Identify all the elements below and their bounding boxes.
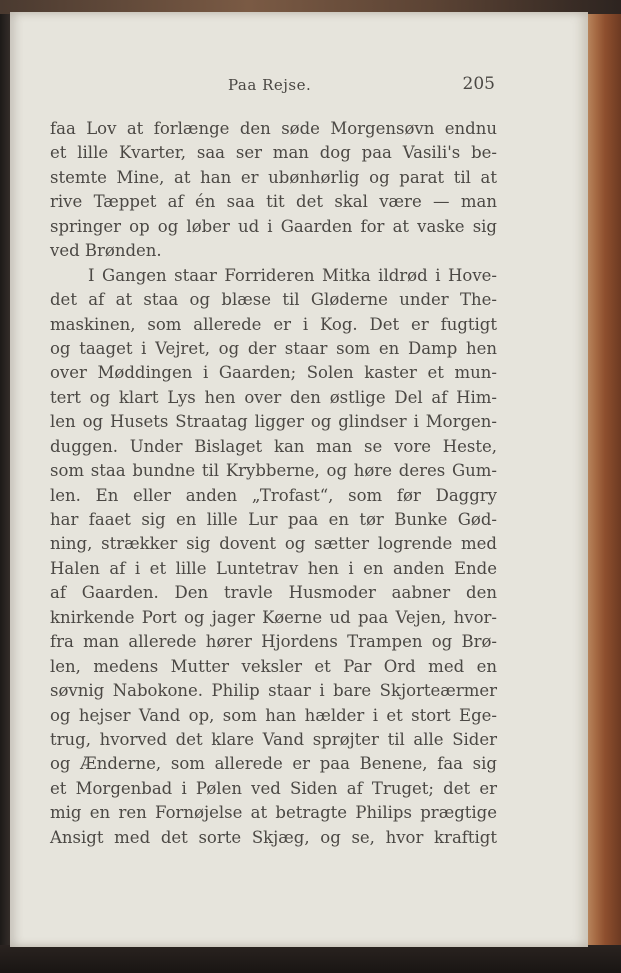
page-number: 205 [462,74,495,94]
text-line: har faaet sig en lille Lur paa en tør Bunke Gød- [50,510,497,529]
book-page [10,12,588,947]
page-header [50,72,495,102]
text-line: duggen. Under Bislaget kan man se vore Heste, [50,436,497,456]
text-line: springer op og løber ud i Gaarden for at vaske sig [50,216,497,236]
text-line: Halen af i et lille Luntetrav hen i en anden Ende [50,558,497,578]
body-text [50,117,497,850]
text-line: I Gangen staar Forrideren Mitka ildrød i Hove- [88,265,497,285]
text-line: mig en ren Fornøjelse at betragte Philips prægtige [50,803,497,823]
text-line: som staa bundne til Krybberne, og høre deres Gum- [50,461,497,481]
running-title: Paa Rejse. [228,76,312,94]
text-line: et lille Kvarter, saa ser man dog paa Vasili's be- [50,143,497,163]
text-line: stemte Mine, at han er ubønhørlig og parat til at [50,167,497,187]
text-line: og Ænderne, som allerede er paa Benene, faa sig [50,754,497,774]
text-line: rive Tæppet af én saa tit det skal være — man [50,192,497,212]
text-line: et Morgenbad i Pølen ved Siden af Truget; det er [50,778,497,798]
text-line: len. En eller anden „Trofast“, som før Daggry [50,485,497,505]
text-line: og hejser Vand op, som han hælder i et stort Ege- [50,705,497,725]
text-line: ved Brønden. [50,241,162,261]
text-line: knirkende Port og jager Køerne ud paa Vejen, hvor- [50,607,497,627]
text-line: len og Husets Straatag ligger og glindser i Morgen- [50,412,497,432]
text-line: og taaget i Vejret, og der staar som en Damp hen [50,338,497,358]
text-line: ning, strækker sig dovent og sætter logrende med [50,534,497,554]
text-line: faa Lov at forlænge den søde Morgensøvn endnu [50,119,497,138]
text-line: trug, hvorved det klare Vand sprøjter til alle Sider [50,729,497,749]
scan-bottom-edge [0,945,621,973]
text-line: fra man allerede hører Hjordens Trampen og Brø- [50,632,497,652]
text-line: af Gaarden. Den travle Husmoder aabner den [50,583,497,603]
text-line: over Møddingen i Gaarden; Solen kaster et mun- [50,363,497,383]
text-line: maskinen, som allerede er i Kog. Det er fugtigt [50,314,497,334]
text-line: Ansigt med det sorte Skjæg, og se, hvor kraftigt [50,827,497,847]
text-line: len, medens Mutter veksler et Par Ord med en [50,656,497,676]
text-line: tert og klart Lys hen over den østlige Del af Him- [50,387,497,407]
text-line: det af at staa og blæse til Gløderne under The- [50,290,497,310]
text-line: søvnig Nabokone. Philip staar i bare Skjorteærmer [50,681,497,701]
